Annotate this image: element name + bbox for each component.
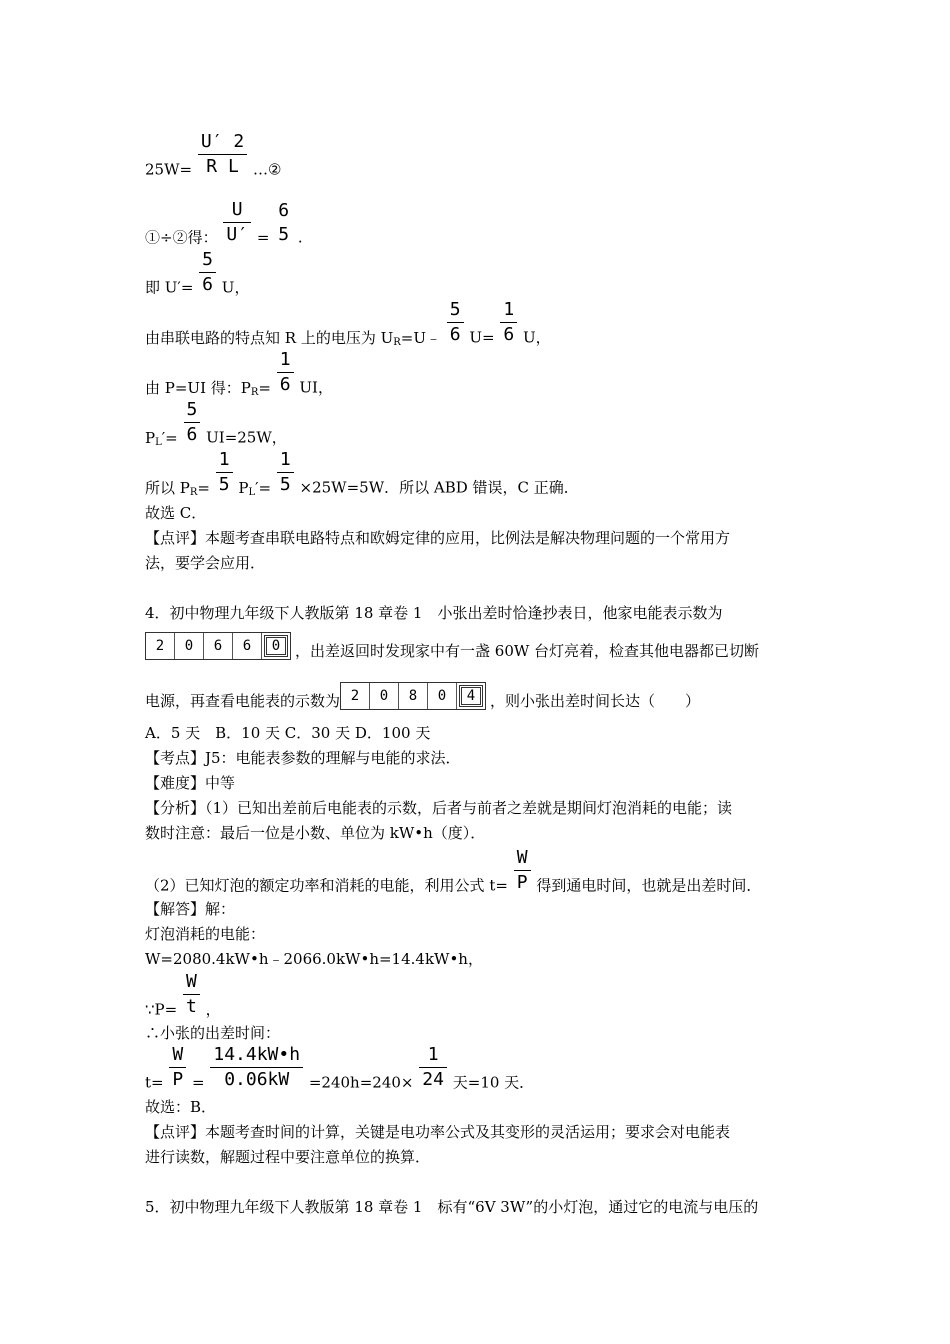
text: t= bbox=[145, 1073, 164, 1092]
division-line bbox=[145, 200, 303, 249]
numerator: 1 bbox=[419, 1045, 447, 1068]
fraction bbox=[198, 132, 247, 177]
text: 即 U′= bbox=[145, 278, 194, 297]
numerator: W bbox=[514, 848, 531, 871]
meter-decimal-digit: 0 bbox=[264, 635, 288, 657]
solution-line-5 bbox=[145, 1045, 534, 1094]
text: =240h=240× bbox=[308, 1073, 414, 1092]
solution-line-1: 灯泡消耗的电能： bbox=[145, 925, 266, 943]
text: ∵P= bbox=[145, 1000, 178, 1019]
text: U， bbox=[221, 278, 250, 297]
text: =U﹣ bbox=[400, 328, 441, 347]
text: ①÷②得： bbox=[145, 228, 218, 247]
fraction bbox=[210, 1045, 303, 1090]
text: 得到通电时间，也就是出差时间． bbox=[536, 876, 762, 895]
conclusion-line bbox=[145, 450, 579, 504]
fraction bbox=[184, 400, 201, 445]
comment-line-1: 【点评】本题考查串联电路特点和欧姆定律的应用，比例法是解决物理问题的一个常用方 bbox=[145, 529, 731, 547]
text: UI=25W， bbox=[206, 428, 287, 447]
power-r-line bbox=[145, 350, 333, 404]
text: ，则小张出差时间长达（ ） bbox=[490, 692, 701, 710]
denominator: t bbox=[186, 996, 197, 1017]
analysis-line-2: 数时注意：最后一位是小数、单位为 kW•h（度）． bbox=[145, 824, 486, 842]
analysis-line-3 bbox=[145, 848, 761, 897]
text: P bbox=[145, 428, 156, 447]
text: = bbox=[258, 378, 271, 397]
denominator: 6 bbox=[202, 274, 214, 295]
u-prime-line bbox=[145, 250, 249, 299]
solution-line-3 bbox=[145, 972, 221, 1021]
numerator: 1 bbox=[216, 450, 233, 473]
denominator: 0.06kW bbox=[224, 1069, 290, 1090]
fraction bbox=[275, 201, 292, 245]
denominator: R L bbox=[206, 156, 239, 177]
numerator: W bbox=[183, 972, 200, 995]
fraction bbox=[223, 200, 251, 245]
text: 所以 P bbox=[145, 478, 190, 497]
meter-digit: 6 bbox=[204, 633, 233, 659]
voltage-line bbox=[145, 300, 551, 354]
text: = bbox=[197, 478, 210, 497]
numerator: W bbox=[169, 1045, 186, 1068]
question-5-title: 5．初中物理九年级下人教版第 18 章卷 1 标有“6V 3W”的小灯泡，通过它的电流与电压的 bbox=[145, 1198, 759, 1216]
comment-4-line-1: 【点评】本题考查时间的计算，关键是电功率公式及其变形的灵活运用；要求会对电能表 bbox=[145, 1123, 731, 1141]
subscript: L bbox=[248, 486, 256, 498]
denominator: 6 bbox=[279, 374, 291, 395]
solution-answer: 故选：B． bbox=[145, 1098, 217, 1116]
text: UI， bbox=[299, 378, 333, 397]
subscript: R bbox=[393, 336, 401, 348]
numerator: 5 bbox=[447, 300, 464, 323]
denominator: 6 bbox=[503, 324, 515, 345]
meter-digit: 2 bbox=[341, 683, 370, 709]
text: U， bbox=[523, 328, 551, 347]
text: 25W= bbox=[145, 160, 193, 179]
text: 由串联电路的特点知 R 上的电压为 U bbox=[145, 328, 394, 347]
denominator: 5 bbox=[278, 223, 290, 245]
fraction bbox=[277, 350, 294, 395]
meter-digit: 0 bbox=[175, 633, 204, 659]
subscript: L bbox=[155, 436, 162, 448]
fraction bbox=[216, 450, 233, 495]
fraction bbox=[277, 450, 294, 495]
fraction bbox=[500, 300, 517, 345]
text: = bbox=[192, 1073, 205, 1092]
subscript: R bbox=[250, 386, 259, 398]
fraction bbox=[183, 972, 200, 1017]
fraction bbox=[169, 1045, 186, 1090]
difficulty: 【难度】中等 bbox=[145, 774, 236, 792]
denominator: P bbox=[516, 872, 528, 893]
question-4-title: 4．初中物理九年级下人教版第 18 章卷 1 小张出差时恰逢抄表日，他家电能表示数为 bbox=[145, 604, 723, 622]
text: ， bbox=[205, 1000, 221, 1019]
text: ，出差返回时发现家中有一盏 60W 台灯亮着，检查其他电器都已切断 bbox=[295, 642, 760, 660]
numerator: 1 bbox=[277, 450, 294, 473]
fraction bbox=[514, 848, 531, 893]
text: ′= bbox=[161, 428, 178, 447]
fraction bbox=[419, 1045, 447, 1090]
fraction bbox=[199, 250, 216, 295]
meter-digit: 8 bbox=[399, 683, 428, 709]
denominator: 6 bbox=[186, 424, 198, 445]
text: （2）已知灯泡的额定功率和消耗的电能，利用公式 t= bbox=[145, 876, 508, 895]
numerator: U bbox=[223, 200, 251, 223]
meter-decimal-digit: 4 bbox=[459, 685, 483, 707]
answer-line: 故选 C． bbox=[145, 504, 207, 522]
meter-reading-after bbox=[340, 682, 486, 710]
meter-reading-before bbox=[145, 632, 291, 660]
subscript: R bbox=[189, 486, 198, 498]
numerator: 1 bbox=[277, 350, 294, 373]
numerator: 5 bbox=[199, 250, 216, 273]
numerator: 5 bbox=[184, 400, 201, 423]
solution-line-4: ∴小张的出差时间： bbox=[145, 1024, 281, 1042]
fraction bbox=[447, 300, 464, 345]
denominator: U′ bbox=[226, 224, 249, 245]
equation-line-2 bbox=[145, 132, 281, 181]
text: ′= bbox=[255, 478, 272, 497]
kaodian: 【考点】J5：电能表参数的理解与电能的求法． bbox=[145, 749, 461, 767]
numerator: U′ 2 bbox=[198, 132, 247, 155]
numerator: 14.4kW•h bbox=[210, 1045, 303, 1068]
text: P bbox=[238, 478, 249, 497]
text: . bbox=[297, 228, 303, 247]
meter-digit: 0 bbox=[428, 683, 457, 709]
text: 由 P=UI 得：P bbox=[145, 378, 251, 397]
meter-digit: 0 bbox=[370, 683, 399, 709]
text: ×25W=5W．所以 ABD 错误，C 正确． bbox=[299, 478, 579, 497]
denominator: P bbox=[172, 1069, 184, 1090]
solution-title: 【解答】解： bbox=[145, 900, 236, 918]
numerator: 6 bbox=[278, 199, 290, 221]
power-l-line bbox=[145, 400, 287, 454]
numerator: 1 bbox=[500, 300, 517, 323]
denominator: 5 bbox=[218, 474, 230, 495]
text: U= bbox=[469, 328, 495, 347]
question-4-meter-line-1 bbox=[145, 632, 759, 662]
denominator: 6 bbox=[449, 324, 461, 345]
comment-4-line-2: 进行读数，解题过程中要注意单位的换算． bbox=[145, 1148, 431, 1166]
text: …② bbox=[253, 160, 282, 179]
text: 电源，再查看电能表的示数为 bbox=[145, 692, 341, 710]
comment-line-2: 法，要学会应用． bbox=[145, 554, 266, 572]
meter-digit: 2 bbox=[146, 633, 175, 659]
denominator: 24 bbox=[422, 1069, 444, 1090]
text: 天=10 天． bbox=[452, 1073, 535, 1092]
question-4-meter-line-2 bbox=[145, 682, 700, 712]
text: = bbox=[256, 228, 270, 247]
denominator: 5 bbox=[279, 474, 291, 495]
options: A．5 天 B．10 天 C．30 天 D．100 天 bbox=[145, 724, 431, 742]
meter-digit: 6 bbox=[233, 633, 262, 659]
analysis-line-1: 【分析】（1）已知出差前后电能表的示数，后者与前者之差就是期间灯泡消耗的电能；读 bbox=[145, 799, 733, 817]
solution-line-2: W=2080.4kW•h﹣2066.0kW•h=14.4kW•h， bbox=[145, 950, 483, 968]
